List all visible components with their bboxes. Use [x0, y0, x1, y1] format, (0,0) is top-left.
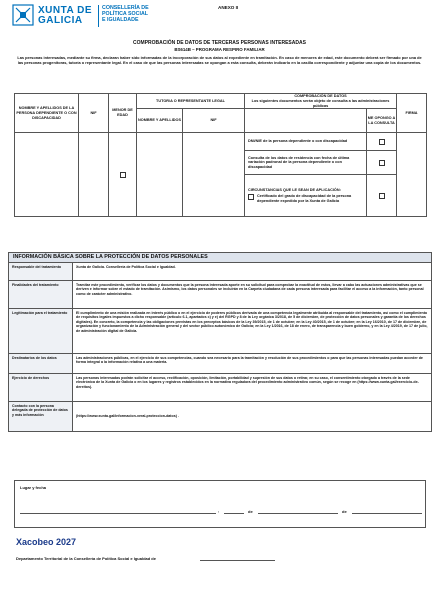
minor-cell — [109, 133, 137, 217]
info-label-recipients: Destinatarios de los datos — [9, 353, 73, 373]
header-docs-spacer — [245, 109, 367, 133]
header-signature: FIRMA — [397, 94, 427, 133]
doc-item-dni: DNI/NIE de la persona dependiente o con discapacidad — [245, 133, 367, 151]
voluntary-header: CIRCUNSTANCIAS QUE LE SEAN DE APLICACIÓN: — [248, 188, 341, 193]
date-de-1: de — [248, 509, 253, 514]
tutor-name-cell[interactable] — [137, 133, 183, 217]
info-value-rights: Las personas interesadas podrán solicitar el acceso, rectificación, oposición, limitación, portabilidad y supresión de sus datos o retirar, en su caso, el consentimiento otorgado a través de la sede electrónica de la Xunta de Galicia o en los lugares y registros establecidos en la normativa reguladora del procedimiento administrativo común, según se recoge en (https://www.xunta.gal/exercicio-de-dereitos). — [73, 373, 432, 401]
oppose-dni-cell — [367, 133, 397, 151]
third-party-data-table — [14, 93, 427, 217]
voluntary-doc-label: Certificado del grado de discapacidad de la persona dependiente expedido por la Xunta de Galicia — [257, 193, 352, 203]
info-label-purposes: Finalidades del tratamiento — [9, 280, 73, 308]
data-protection-table — [8, 252, 432, 432]
minor-checkbox[interactable] — [120, 172, 126, 178]
header-person-name: NOMBRE Y APELLIDOS DE LA PERSONA DEPENDIENTE O CON DISCAPACIDAD — [15, 94, 79, 133]
xunta-logo-icon — [12, 4, 34, 26]
territorial-department-field[interactable] — [200, 553, 275, 561]
data-protection-heading: INFORMACIÓN BÁSICA SOBRE LA PROTECCIÓN DE DATOS PERSONALES — [9, 253, 432, 263]
month-field[interactable] — [258, 506, 338, 514]
oppose-dni-checkbox[interactable] — [379, 139, 385, 145]
xacobeo-logo: Xacobeo 2027 — [16, 537, 77, 547]
info-label-legitimation: Legitimación para el tratamiento — [9, 308, 73, 353]
annex-label: ANEXO II — [218, 5, 239, 10]
comma-separator: , — [218, 508, 220, 514]
header-minor: MENOR DE EDAD — [109, 94, 137, 133]
oppose-voluntary-cell — [367, 175, 397, 217]
header-nif: NIF — [79, 94, 109, 133]
tutor-nif-cell[interactable] — [183, 133, 245, 217]
signature-cell[interactable] — [397, 133, 427, 217]
place-field[interactable] — [20, 506, 216, 514]
voluntary-doc-checkbox[interactable] — [248, 194, 254, 200]
info-value-legitimation: El cumplimiento de una misión realizada en interés público o en el ejercicio de poderes públicos derivada de una competencia legalmente atribuida al responsable del tratamiento, así como el cumplimiento de requisitos legales impuestos a dicho responsable (artículo 6.1, apartados c) y e) del RGPD y 8 de la Ley orgánica 3/2018, de 5 de diciembre, de protección de datos personales y garantía de los derechos digitales). En concreto, la competencia y las obligaciones previstas en los preceptos básicos de la Ley 39/2015, de 1 de octubre; en la Ley 40/2015, de 1 de octubre; en la Ley 16/2010, de 17 de diciembre, de organización y funcionamiento de la Administración general y del sector público autonómico de Galicia; en la Ley 1/2016, de 18 de enero, de transparencia y buen gobierno, y en la Ley 4/2019, de 17 de julio, de administración digital de Galicia. — [73, 308, 432, 353]
person-name-cell[interactable] — [15, 133, 79, 217]
header-tutor-name: NOMBRE Y APELLIDOS — [137, 109, 183, 133]
voluntary-doc-cell — [245, 175, 367, 217]
header-tutor-nif: NIF — [183, 109, 245, 133]
oppose-residence-cell — [367, 151, 397, 175]
day-field[interactable] — [224, 506, 244, 514]
person-nif-cell[interactable] — [79, 133, 109, 217]
territorial-department-label: Departamento Territorial de la Consellería de Política Social e Igualdad de — [16, 556, 156, 561]
info-value-controller: Xunta de Galicia. Consellería de Política Social e Igualdad. — [73, 262, 432, 280]
year-field[interactable] — [352, 506, 422, 514]
document-title: COMPROBACIÓN DE DATOS DE TERCERAS PERSONAS INTERESADAS — [133, 40, 306, 46]
oppose-residence-checkbox[interactable] — [379, 160, 385, 166]
document-intro: Las personas interesadas, mediante su firma, declaran haber sido informadas de la incorporación de sus datos al expediente en tramitación. En caso de menores de edad, este documento deberá ser firmado por una de las personas progenitoras, tutoría o representante legal. En el caso de que las personas interesadas se opongan a esta consulta, deberán indicarlo en la casilla correspondiente y adjuntar una copia de los documentos. — [17, 55, 422, 66]
info-value-purposes: Tramitar este procedimiento, verificar los datos y documentos que la persona interesada aporte en su solicitud para comprobar la exactitud de estos, llevar a cabo las actuaciones administrativas que se deriven e informar sobre el estado de tramitación. Asimismo, los datos personales se incluirán en la Carpeta ciudadana de cada persona interesada para facilitar el acceso a la información, tanto personal como de carácter administrativo. — [73, 280, 432, 308]
header-oppose: ME OPONGO A LA CONSULTA — [367, 109, 397, 133]
info-value-contact: (https://www.xunta.gal/informacion-xeral-proteccion-datos) . — [73, 401, 432, 431]
date-de-2: de — [342, 509, 347, 514]
place-date-label: Lugar y fecha — [20, 485, 47, 490]
info-label-controller: Responsable del tratamiento — [9, 262, 73, 280]
document-subtitle: BS614B – PROGRAMA RESPIRO FAMILIAR — [174, 47, 265, 52]
doc-item-residence: Consulta de los datos de residencia con fecha de última variación padronal de la persona dependiente o con discapacidad — [245, 151, 367, 175]
logo-divider — [98, 5, 99, 27]
info-label-rights: Ejercicio de derechos — [9, 373, 73, 401]
info-label-contact: Contacto con la persona delegada de protección de datos y más información — [9, 401, 73, 431]
header-data-check: COMPROBACIÓN DE DATOS Los siguientes documentos serán objeto de consulta a las administraciones públicas — [245, 94, 397, 109]
xunta-logo-text: XUNTA DE GALICIA — [38, 5, 92, 26]
place-date-box — [14, 480, 426, 528]
department-logo-text: CONSELLERÍA DE POLÍTICA SOCIAL E IGUALDADE — [102, 5, 149, 24]
info-value-recipients: Las administraciones públicas, en el ejercicio de sus competencias, cuando sea necesario para la tramitación y resolución de sus procedimientos o para que las personas interesadas puedan acceder de forma integral a la información relativa a una materia. — [73, 353, 432, 373]
header-tutor: TUTOR/A O REPRESENTANTE LEGAL — [137, 94, 245, 109]
oppose-voluntary-checkbox[interactable] — [379, 193, 385, 199]
